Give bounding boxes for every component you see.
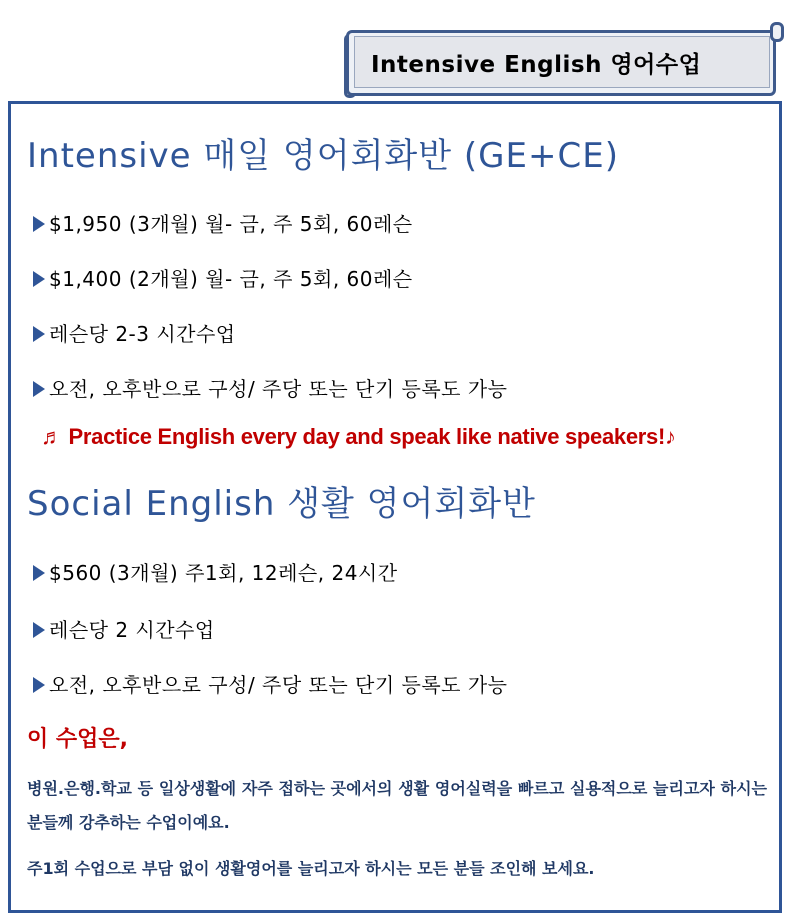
intensive-item-text: $1,400 (2개월) 월- 금, 주 5회, 60레슨 (49, 267, 413, 291)
social-item-text: $560 (3개월) 주1회, 12레슨, 24시간 (49, 561, 398, 585)
note-title: 이 수업은, (27, 727, 129, 752)
right-triangle-arrow-icon (33, 381, 45, 397)
intensive-item (33, 373, 508, 402)
content-frame (8, 101, 782, 913)
intensive-slogan: ♬ Practice English every day and speak like native speakers!♪ (41, 424, 676, 449)
social-item-text: 오전, 오후반으로 구성/ 주당 또는 단기 등록도 가능 (49, 673, 508, 697)
tab-label: Intensive English 영어수업 (354, 36, 770, 88)
section-tab (346, 22, 782, 100)
right-triangle-arrow-icon (33, 326, 45, 342)
intensive-item-text: 레슨당 2-3 시간수업 (49, 322, 236, 346)
right-triangle-arrow-icon (33, 271, 45, 287)
note-paragraph-1: 병원.은행.학교 등 일상생활에 자주 접하는 곳에서의 생활 영어실력을 빠르고 실용적으로 늘리고자 하시는 분들께 강추하는 수업이예요. (27, 779, 767, 832)
right-triangle-arrow-icon (33, 622, 45, 638)
right-triangle-arrow-icon (33, 677, 45, 693)
note-paragraph-2: 주1회 수업으로 부담 없이 생활영어를 늘리고자 하시는 모든 분들 조인해 보세요. (27, 859, 595, 878)
intensive-item-text: $1,950 (3개월) 월- 금, 주 5회, 60레슨 (49, 212, 413, 236)
intensive-heading: Intensive 매일 영어회화반 (GE+CE) (27, 136, 619, 176)
intensive-item-text: 오전, 오후반으로 구성/ 주당 또는 단기 등록도 가능 (49, 377, 508, 401)
social-item (33, 557, 398, 586)
intensive-item (33, 263, 413, 292)
intensive-item (33, 208, 413, 237)
social-heading: Social English 생활 영어회화반 (27, 484, 536, 524)
social-item (33, 614, 215, 643)
right-triangle-arrow-icon (33, 216, 45, 232)
right-triangle-arrow-icon (33, 565, 45, 581)
tab-scroll-curl-right (770, 22, 784, 42)
social-item (33, 669, 508, 698)
intensive-item (33, 318, 236, 347)
social-item-text: 레슨당 2 시간수업 (49, 618, 215, 642)
